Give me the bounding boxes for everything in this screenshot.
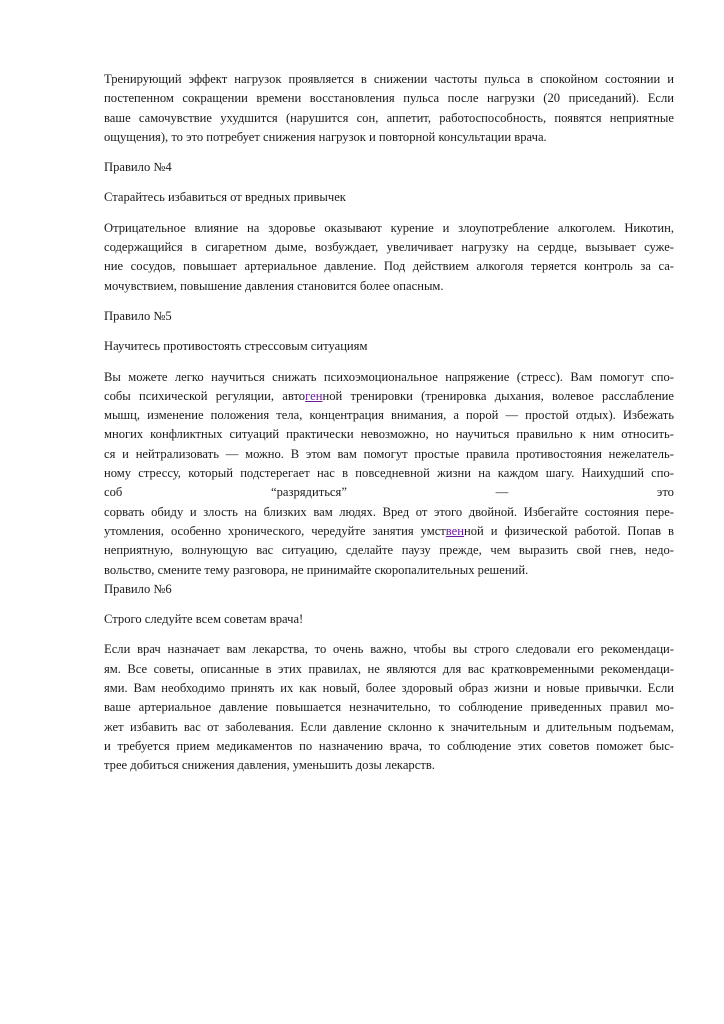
paragraph-line [104,522,674,541]
paragraph-line: многих конфликтных ситуаций практически невозможно, но научиться правильно к ним относить- [104,427,674,442]
rule-6-paragraph [104,640,674,775]
word: “разрядиться” [271,485,347,500]
paragraph-line: ному стрессу, который подстерегает нас в повседневной жизни на каждом шагу. Наихудший спо- [104,466,674,481]
rule-5-heading: Правило №5 [104,308,172,323]
rule-6-title: Строго следуйте всем советам врача! [104,612,304,627]
line-text: ной и физической работой. Попав в [464,523,674,538]
word: это [656,485,674,500]
word: — [495,485,509,500]
paragraph-line: ями. Вам необходимо принять их как новый, более здоровый образ жизни и новые привычки. Если [104,681,674,696]
paragraph-line: вольство, смените тему разговора, не принимайте скоропалительных решений. [104,562,529,577]
rule-5-paragraph [104,368,674,580]
paragraph-line: ся и нейтрализовать — можно. В этом вам помогут простые правила противостояния нежелатель- [104,446,674,461]
paragraph-line: Вы можете легко научиться снижать психоэмоциональное напряжение (стресс). Вам помогут спо- [104,369,674,384]
paragraph-line: мочувствием, повышение давления становится более опасным. [104,278,444,293]
document-page [104,70,674,776]
paragraph-line: ям. Все советы, описанные в этих правилах, не являются для вас кратковременными рекомендаци- [104,661,674,676]
hyperlink-fragment[interactable]: ген [305,388,323,403]
paragraph-line: и требуется прием медикаментов по назначению врача, то соблюдение этих советов поможет быс- [104,738,674,753]
rule-5-title: Научитесь противостоять стрессовым ситуациям [104,339,368,354]
paragraph-line: сорвать обиду и злость на близких вам людях. Вред от этого двойной. Избегайте состояния пере- [104,504,674,519]
paragraph-line: неприятную, волнующую вас ситуацию, сделайте паузу прежде, чем выразить свой гнев, недо- [104,543,674,558]
rule-6-heading: Правило №6 [104,581,172,596]
word: соб [104,485,123,500]
rule-4-heading: Правило №4 [104,160,172,175]
paragraph-line: мышц, изменение положения тела, концентрация внимания, а порой — простой отдых). Избежать [104,408,674,423]
paragraph-line: постепенном сокращении времени восстановления пульса после нагрузки (20 приседаний). Если [104,91,674,106]
line-text: утомления, особенно хронического, чередуйте занятия умст [104,523,446,538]
line-text: ной тренировки (тренировка дыхания, волевое расслабление [322,388,675,403]
hyperlink-fragment[interactable]: вен [445,523,464,538]
paragraph-line: содержащийся в сигаретном дыме, возбуждает, увеличивает нагрузку на сердце, вызывает суже- [104,240,674,255]
paragraph-line: ваше самочувствие ухудшится (нарушится сон, аппетит, работоспособность, появятся неприятные [104,110,674,125]
rule-4-paragraph [104,219,674,296]
paragraph-line: ваше артериальное давление повышается незначительно, то соблюдение приведенных правил мо- [104,700,674,715]
paragraph-line: трее добиться снижения давления, уменьшить дозы лекарств. [104,758,435,773]
paragraph-line: Отрицательное влияние на здоровье оказывают курение и злоупотребление алкоголем. Никотин, [104,220,674,235]
paragraph-line: Тренирующий эффект нагрузок проявляется в снижении частоты пульса в спокойном состоянии и [104,72,674,86]
paragraph-line: жет избавить вас от заболевания. Если давление склонно к значительным и длительным подъемам, [104,719,674,734]
spread-line [104,483,674,502]
line-text: собы психической регуляции, авто [104,388,306,403]
paragraph-line: ние сосудов, повышает артериальное давление. Под действием алкоголя теряется контроль за са- [104,259,674,274]
paragraph-line: ощущения), то это потребует снижения нагрузок и повторной консультации врача. [104,129,547,144]
intro-paragraph [104,70,674,147]
paragraph-line: Если врач назначает вам лекарства, то очень важно, чтобы вы строго следовали его рекомендаци- [104,642,674,657]
rule-4-title: Старайтесь избавиться от вредных привычек [104,190,346,205]
paragraph-line [104,387,674,406]
